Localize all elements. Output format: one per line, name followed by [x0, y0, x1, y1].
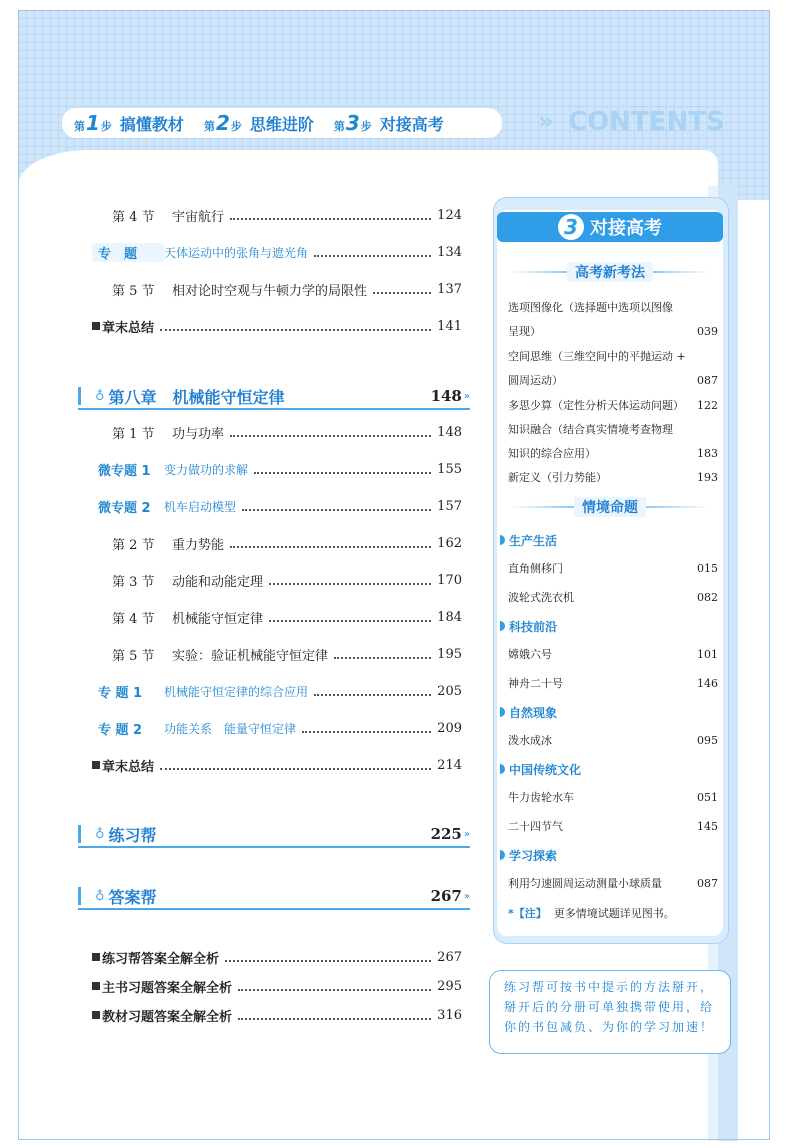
page-number: 101	[697, 647, 718, 661]
page-number: 087	[697, 373, 718, 387]
subheading	[510, 263, 710, 281]
step-num: 3	[345, 111, 360, 135]
panel-row[interactable]	[508, 347, 718, 365]
leader-dots	[238, 1010, 431, 1020]
leader-dots	[160, 321, 431, 331]
note-tag: *【注】	[508, 907, 547, 920]
bulb-icon: ♁	[95, 888, 105, 904]
topic-tag: 微专题 2	[98, 500, 151, 516]
category-marker-icon	[500, 535, 505, 545]
panel-row[interactable]	[508, 588, 718, 606]
bullet-icon	[92, 953, 100, 961]
category-title: 生产生活	[509, 533, 558, 548]
row-title: 实验：验证机械能守恒定律	[172, 648, 329, 664]
page-number: 141	[437, 318, 462, 334]
toc-row[interactable]	[92, 242, 462, 262]
step-2	[204, 111, 314, 135]
chapter-title: 练习帮	[108, 825, 157, 845]
page-number: 267	[437, 949, 462, 965]
toc-row[interactable]	[92, 570, 462, 590]
chevron-icon: »	[463, 390, 470, 402]
bullet-icon	[92, 1011, 100, 1019]
page-number: 146	[697, 676, 718, 690]
page-number: 137	[437, 281, 462, 297]
page-number: 124	[437, 207, 462, 223]
page-number: 205	[437, 683, 462, 699]
section-number: 第 3 节	[112, 574, 155, 590]
toc-row[interactable]	[92, 205, 462, 225]
steps-banner	[62, 108, 502, 138]
bulb-icon: ♁	[95, 826, 105, 842]
divider	[510, 506, 574, 508]
page-number: 148	[437, 424, 462, 440]
toc-row[interactable]	[92, 976, 462, 996]
divider	[510, 271, 567, 273]
panel-row[interactable]	[508, 298, 718, 316]
row-title: 教材习题答案全解全析	[102, 1009, 233, 1025]
row-title: 章末总结	[102, 759, 155, 775]
row-title: 宇宙航行	[172, 209, 225, 225]
page-number: 039	[697, 324, 718, 338]
step-num: 2	[215, 111, 230, 135]
step-num: 1	[86, 111, 100, 135]
page-number: 095	[697, 733, 718, 747]
panel-row[interactable]	[508, 788, 718, 806]
step-pre: 第	[203, 120, 215, 133]
page-number: 193	[697, 470, 718, 484]
row-title: 练习帮答案全解全析	[102, 951, 220, 967]
row-title: 呈现）	[508, 325, 541, 338]
row-title: 新定义（引力势能）	[508, 471, 607, 484]
category-marker-icon	[500, 707, 505, 717]
leader-dots	[314, 247, 431, 257]
category	[500, 761, 581, 777]
step-1	[74, 111, 184, 135]
row-title: 功与功率	[172, 426, 225, 442]
contents-title: CONTENTS	[568, 107, 725, 137]
topic-tag: 专 题 2	[98, 722, 143, 738]
chapter-bracket-icon	[78, 887, 91, 905]
row-title: 机械能守恒定律的综合应用	[164, 684, 309, 699]
section-number: 第 4 节	[112, 611, 155, 627]
row-title: 动能和动能定理	[172, 574, 264, 590]
tip-box: 练习帮可按书中提示的方法掰开，掰开后的分册可单独携带使用，给你的书包减负、为你的学习加速！	[489, 970, 731, 1054]
category	[500, 532, 557, 548]
page-number: 155	[437, 461, 462, 477]
row-title: 波轮式洗衣机	[508, 591, 574, 604]
toc-row[interactable]	[92, 1005, 462, 1025]
row-title: 嫦娥六号	[508, 648, 552, 661]
step-3	[334, 111, 444, 135]
section-number: 第 1 节	[112, 426, 155, 442]
page-number: 148	[430, 387, 462, 405]
panel-row[interactable]	[508, 371, 718, 389]
row-title: 圆周运动）	[508, 374, 563, 387]
step-pre: 第	[74, 120, 85, 133]
note-text: 更多情境试题详见图书。	[553, 907, 675, 920]
toc-row[interactable]	[92, 947, 462, 967]
contents-arrows-icon: »	[538, 107, 552, 135]
row-title: 牛力齿轮水车	[508, 791, 574, 804]
panel-row[interactable]	[508, 731, 718, 749]
leader-dots	[269, 575, 431, 585]
divider	[653, 271, 710, 273]
chevron-icon: »	[463, 890, 470, 902]
subheading-text: 高考新考法	[567, 262, 653, 282]
row-title: 知识的综合应用）	[508, 447, 596, 460]
row-title: 主书习题答案全解全析	[102, 980, 233, 996]
panel-note	[508, 905, 675, 921]
page-number: 184	[437, 609, 462, 625]
leader-dots	[254, 464, 431, 474]
panel-heading	[497, 212, 723, 242]
page-number: 267	[430, 887, 462, 905]
chapter-heading[interactable]	[78, 822, 470, 848]
panel-title: 对接高考	[590, 218, 662, 239]
panel-row[interactable]	[508, 468, 718, 486]
toc-row[interactable]	[92, 316, 462, 336]
section-number: 第 2 节	[112, 537, 155, 553]
row-title: 泼水成冰	[508, 734, 552, 747]
category	[500, 704, 557, 720]
chapter-bracket-icon	[78, 825, 91, 843]
page-number: 316	[437, 1007, 462, 1023]
step-suf: 步	[360, 120, 372, 133]
topic-tag: 专 题	[92, 243, 164, 262]
chapter-title: 答案帮	[108, 887, 157, 907]
row-title: 章末总结	[102, 320, 155, 336]
leader-dots	[230, 538, 431, 548]
panel-row[interactable]	[508, 420, 718, 438]
row-title: 二十四节气	[508, 820, 563, 833]
row-title: 功能关系 能量守恒定律	[164, 721, 297, 736]
step-number-badge: 3	[558, 214, 584, 240]
row-title: 空间思维（三维空间中的平抛运动 +	[508, 350, 686, 363]
leader-dots	[230, 427, 431, 437]
leader-dots	[302, 723, 431, 733]
page-number: 051	[697, 790, 718, 804]
page-number: 157	[437, 498, 462, 514]
chapter-title: 第八章 机械能守恒定律	[108, 387, 285, 407]
page-number: 225	[430, 825, 462, 843]
toc-row[interactable]	[92, 422, 462, 442]
section-number: 第 4 节	[112, 209, 155, 225]
row-title: 多思少算（定性分析天体运动问题）	[508, 399, 684, 412]
subheading-text: 情境命题	[574, 497, 646, 517]
page-number: 162	[437, 535, 462, 551]
leader-dots	[334, 649, 431, 659]
category-title: 科技前沿	[509, 619, 558, 634]
step-name: 对接高考	[379, 115, 444, 134]
row-title: 机械能守恒定律	[172, 611, 264, 627]
panel-row[interactable]	[508, 817, 718, 835]
row-title: 重力势能	[172, 537, 225, 553]
topic-tag: 专 题 1	[98, 685, 143, 701]
category-marker-icon	[500, 850, 505, 860]
page-number: 195	[437, 646, 462, 662]
panel-row[interactable]	[508, 396, 718, 414]
page-number: 087	[697, 876, 718, 890]
category-marker-icon	[500, 621, 505, 631]
page-number: 134	[437, 244, 462, 260]
subheading	[510, 498, 710, 516]
leader-dots	[269, 612, 431, 622]
leader-dots	[160, 760, 431, 770]
panel-row[interactable]	[508, 322, 718, 340]
section-number: 第 5 节	[112, 648, 155, 664]
toc-row[interactable]	[92, 681, 462, 701]
panel-row[interactable]	[508, 645, 718, 663]
toc-row[interactable]	[92, 718, 462, 738]
chapter-heading[interactable]	[78, 384, 470, 410]
page-number: 082	[697, 590, 718, 604]
toc-row[interactable]	[92, 533, 462, 553]
step-name: 搞懂教材	[119, 115, 184, 134]
step-suf: 步	[100, 120, 112, 133]
leader-dots	[238, 981, 431, 991]
bullet-icon	[92, 322, 100, 330]
category	[500, 847, 557, 863]
row-title: 直角侧移门	[508, 562, 563, 575]
toc-row[interactable]	[92, 279, 462, 299]
row-title: 机车启动模型	[164, 499, 237, 514]
panel-row[interactable]	[508, 674, 718, 692]
category	[500, 618, 557, 634]
page-number: 214	[437, 757, 462, 773]
category-title: 自然现象	[509, 705, 558, 720]
category-title: 学习探索	[509, 848, 558, 863]
row-title: 相对论时空观与牛顿力学的局限性	[172, 283, 368, 299]
toc-row[interactable]	[92, 644, 462, 664]
bullet-icon	[92, 982, 100, 990]
leader-dots	[373, 284, 431, 294]
row-title: 选项图像化（选择题中选项以图像	[508, 301, 673, 314]
chapter-bracket-icon	[78, 387, 91, 405]
page-number: 209	[437, 720, 462, 736]
chapter-heading[interactable]	[78, 884, 470, 910]
divider	[646, 506, 710, 508]
chevron-icon: »	[463, 828, 470, 840]
leader-dots	[314, 686, 431, 696]
category-title: 中国传统文化	[509, 762, 582, 777]
row-title: 变力做功的求解	[164, 462, 249, 477]
row-title: 利用匀速圆周运动测量小球质量	[508, 877, 662, 890]
leader-dots	[225, 952, 431, 962]
page-number: 183	[697, 446, 718, 460]
page-number: 122	[697, 398, 718, 412]
row-title: 知识融合（结合真实情境考查物理	[508, 423, 673, 436]
page-number: 015	[697, 561, 718, 575]
panel-row[interactable]	[508, 444, 718, 462]
page-number: 295	[437, 978, 462, 994]
bulb-icon: ♁	[95, 388, 105, 404]
topic-tag: 微专题 1	[98, 463, 151, 479]
page-number: 170	[437, 572, 462, 588]
row-title: 天体运动中的张角与遮光角	[164, 245, 309, 260]
toc-row[interactable]	[92, 459, 462, 479]
row-title: 神舟二十号	[508, 677, 563, 690]
section-number: 第 5 节	[112, 283, 155, 299]
category-marker-icon	[500, 764, 505, 774]
leader-dots	[242, 501, 431, 511]
page-number: 145	[697, 819, 718, 833]
step-suf: 步	[230, 120, 242, 133]
leader-dots	[230, 210, 431, 220]
toc-row[interactable]	[92, 607, 462, 627]
toc-row[interactable]	[92, 755, 462, 775]
step-pre: 第	[333, 120, 345, 133]
bullet-icon	[92, 761, 100, 769]
panel-row[interactable]	[508, 559, 718, 577]
step-name: 思维进阶	[249, 115, 314, 134]
panel-row[interactable]	[508, 874, 718, 892]
toc-row[interactable]	[92, 496, 462, 516]
